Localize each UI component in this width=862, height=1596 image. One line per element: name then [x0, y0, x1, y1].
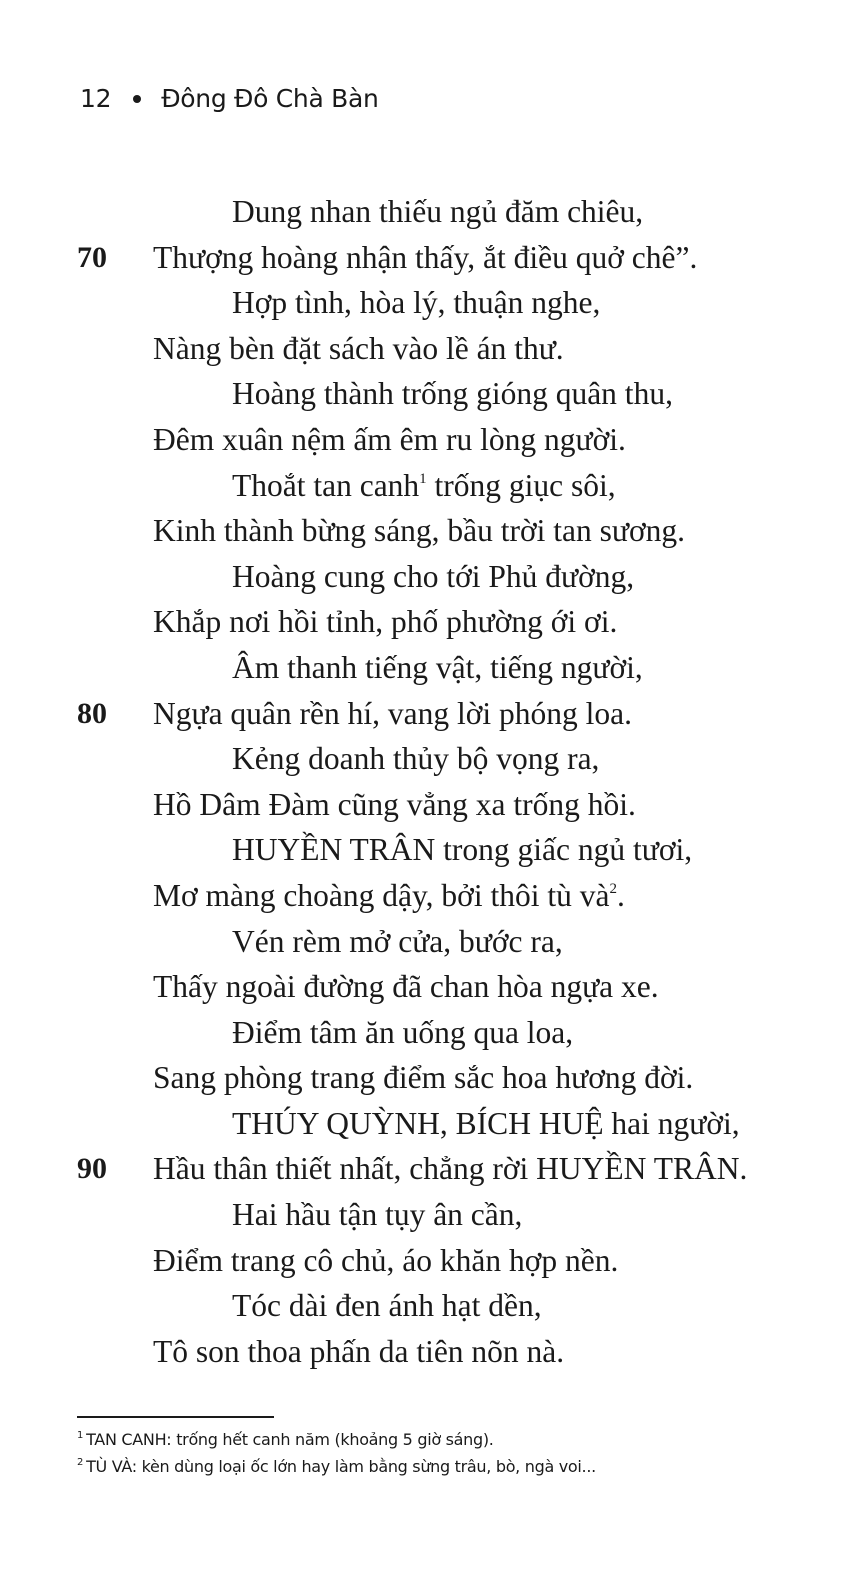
verse-text-main: Thượng hoàng nhận thấy, ắt điều quở chê”. [153, 239, 698, 275]
verse-text-tail: . [616, 877, 625, 913]
poem-line [0, 371, 862, 417]
verse-text-main: Nàng bèn đặt sách vào lề án thư. [153, 330, 564, 366]
poem-line [0, 235, 862, 281]
verse-text [153, 1055, 693, 1101]
verse-text [153, 235, 697, 281]
verse-text-main: Sang phòng trang điểm sắc hoa hương đời. [153, 1060, 694, 1096]
verse-text [232, 1192, 522, 1238]
verse-text [232, 736, 599, 782]
poem-line [0, 599, 862, 645]
verse-text-main: Dung nhan thiếu ngủ đăm chiêu, [232, 194, 644, 229]
verse-text [153, 873, 625, 919]
poem-line [0, 463, 862, 509]
poem-line [0, 189, 862, 235]
verse-text-main: Kẻng doanh thủy bộ vọng ra, [232, 741, 600, 777]
poem-body [0, 189, 862, 1374]
verse-text-main: Âm thanh tiếng vật, tiếng người, [232, 649, 643, 685]
poem-line [0, 326, 862, 372]
poem-line [0, 873, 862, 919]
poem-line [0, 1055, 862, 1101]
verse-text [232, 463, 616, 509]
verse-text-main: Thoắt tan canh [232, 467, 420, 503]
line-number: 70 [77, 240, 107, 274]
verse-text-main: Khắp nơi hồi tỉnh, phố phường ới ơi. [153, 604, 618, 640]
poem-line [0, 782, 862, 828]
poem-line [0, 1101, 862, 1147]
poem-line [0, 645, 862, 691]
poem-line [0, 736, 862, 782]
poem-line [0, 1010, 862, 1056]
verse-text-main: Kinh thành bừng sáng, bầu trời tan sương. [153, 513, 686, 549]
footnote-marker: 2 [609, 880, 617, 897]
page-number: 12 [80, 84, 112, 113]
poem-line [0, 1192, 862, 1238]
poem-line [0, 417, 862, 463]
verse-text-main: Đêm xuân nệm ấm êm ru lòng người. [153, 421, 626, 457]
running-header [80, 84, 379, 113]
verse-text-main: Điểm trang cô chủ, áo khăn hợp nền. [153, 1242, 619, 1278]
verse-text [232, 827, 692, 873]
bullet-separator [133, 95, 141, 103]
verse-text-main: Tô son thoa phấn da tiên nõn nà. [153, 1333, 565, 1369]
verse-text-main: Ngựa quân rền hí, vang lời phóng loa. [153, 695, 633, 731]
verse-text [153, 508, 685, 554]
verse-text [232, 919, 563, 965]
verse-text-main: Hoàng cung cho tới Phủ đường, [232, 558, 635, 594]
footnote-text: TAN CANH: trống hết canh năm (khoảng 5 giờ sáng). [86, 1430, 494, 1449]
verse-text-main: Hầu thân thiết nhất, chẳng rời HUYỀN TRÂN. [153, 1151, 748, 1187]
verse-text [232, 645, 643, 691]
footnote-marker: 1 [419, 470, 427, 487]
verse-text-main: Hồ Dâm Đàm cũng vẳng xa trống hồi. [153, 786, 636, 822]
footnote-1 [77, 1430, 494, 1449]
verse-text [153, 782, 636, 828]
verse-text [153, 1329, 564, 1375]
verse-text [153, 964, 659, 1010]
verse-text-main: THÚY QUỲNH, BÍCH HUỆ hai người, [232, 1105, 740, 1141]
verse-text-tail: trống giục sôi, [426, 467, 616, 503]
verse-text [232, 371, 673, 417]
verse-text-main: Hai hầu tận tụy ân cần, [232, 1197, 523, 1233]
poem-line [0, 554, 862, 600]
verse-text-main: Mơ màng choàng dậy, bởi thôi tù và [153, 877, 610, 913]
footnote-divider [77, 1416, 274, 1418]
verse-text [153, 599, 617, 645]
verse-text [232, 1010, 573, 1056]
verse-text [232, 554, 634, 600]
verse-text [153, 326, 564, 372]
verse-text-main: HUYỀN TRÂN trong giấc ngủ tươi, [232, 832, 693, 868]
poem-line [0, 691, 862, 737]
verse-text-main: Thấy ngoài đường đã chan hòa ngựa xe. [153, 969, 659, 1005]
poem-line [0, 1283, 862, 1329]
verse-text-main: Hợp tình, hòa lý, thuận nghe, [232, 285, 601, 321]
line-number: 90 [77, 1152, 107, 1186]
footnote-text: TÙ VÀ: kèn dùng loại ốc lớn hay làm bằng sừng trâu, bò, ngà voi... [86, 1457, 596, 1476]
verse-text-main: Tóc dài đen ánh hạt dền, [232, 1288, 542, 1324]
verse-text [153, 1238, 618, 1284]
verse-text-main: Vén rèm mở cửa, bước ra, [232, 923, 563, 959]
footnote-2 [77, 1457, 596, 1476]
poem-line [0, 964, 862, 1010]
verse-text [153, 417, 626, 463]
verse-text [153, 1146, 747, 1192]
poem-line [0, 508, 862, 554]
verse-text [153, 691, 632, 737]
verse-text [232, 189, 643, 235]
verse-text [232, 280, 600, 326]
poem-line [0, 280, 862, 326]
verse-text [232, 1101, 740, 1147]
line-number: 80 [77, 696, 107, 730]
poem-line [0, 919, 862, 965]
verse-text-main: Điểm tâm ăn uống qua loa, [232, 1014, 574, 1050]
poem-line [0, 1238, 862, 1284]
poem-line [0, 1146, 862, 1192]
poem-line [0, 827, 862, 873]
poem-line [0, 1329, 862, 1375]
verse-text [232, 1283, 542, 1329]
book-title: Đông Đô Chà Bàn [161, 84, 379, 113]
verse-text-main: Hoàng thành trống gióng quân thu, [232, 376, 673, 412]
footnote-number: 1 [77, 1430, 84, 1441]
footnote-number: 2 [77, 1457, 84, 1468]
